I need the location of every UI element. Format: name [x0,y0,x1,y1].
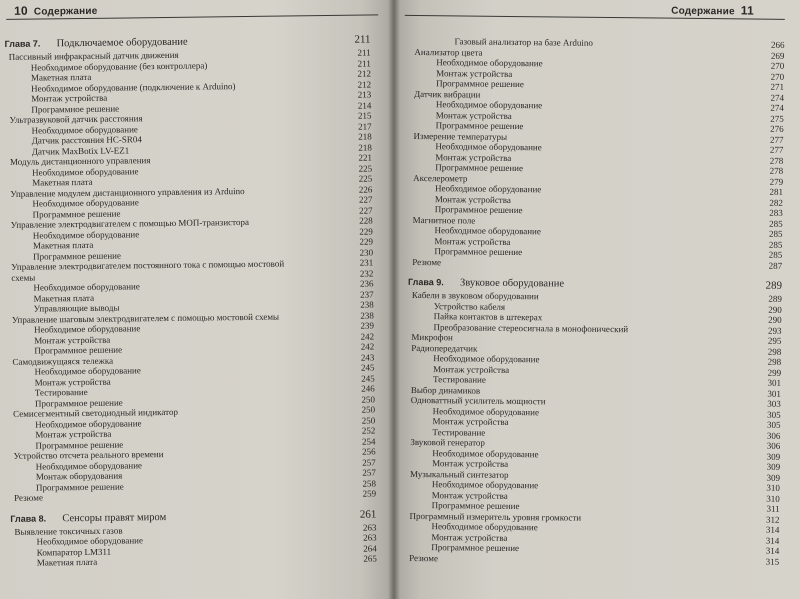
toc-page-number: 274 [770,102,784,113]
toc-page-number: 256 [361,446,376,457]
toc-entry-title: Устройство кабеля [433,300,506,312]
toc-entry-title: Музыкальный синтезатор [409,468,509,480]
toc-entry-title: Необходимое оборудование [433,353,540,365]
toc-entry-title: Макетная плата [30,71,92,83]
left-running-title: Содержание [33,5,98,18]
toc-page-number: 259 [362,488,377,499]
toc-page-number: 301 [767,388,781,399]
toc-page-number: 227 [359,204,373,216]
toc-entry-title: Программное решение [434,204,523,216]
toc-page-number: 238 [360,299,374,310]
toc-entry-title: Необходимое оборудование [33,323,141,335]
toc-page-number: 277 [769,144,784,155]
toc-entry-title: Монтаж устройства [31,92,108,104]
toc-entry-title: Компаратор LM311 [36,546,112,558]
toc-page-number: 212 [357,68,371,79]
toc-entry-title: Выявление токсичных газов [14,525,123,537]
toc-page-number: 309 [766,472,781,483]
toc-entry-title: Необходимое оборудование [34,365,141,377]
toc-page-number: 227 [358,194,373,205]
toc-entry-title: Магнитное поле [412,214,476,226]
toc-page-number: 226 [358,183,373,195]
toc-page-number: 312 [766,514,780,525]
toc-entry-title: Радиопередатчик [411,342,478,354]
toc-page-number: 218 [358,131,372,142]
toc-entry-title: Пассивный инфракрасный датчик движения [8,49,179,62]
toc-entry-title: Резюме [409,552,439,563]
toc-entry-title: Одноваттный усилитель мощности [410,394,546,407]
toc-page-number: 282 [769,197,783,208]
toc-entry-title: Резюме [412,256,442,267]
toc-entry-title: Датчик MaxBotix LV-EZ1 [31,144,130,157]
toc-entry-title: Микрофон [411,331,453,343]
toc-entry-title: Измерение температуры [413,130,508,142]
toc-entry-title: Ультразвуковой датчик расстояния [9,113,143,125]
toc-entry-title: Датчик вибрации [413,88,481,100]
toc-page-number: 309 [766,461,781,472]
toc-entry-title: Программное решение [35,439,124,451]
toc-entry-title: Программное решение [436,78,524,90]
toc-page-number: 271 [770,81,785,92]
toc-page-number: 266 [770,39,785,50]
toc-page-number: 285 [768,228,783,239]
toc-entry-title: Необходимое оборудование [32,228,140,241]
toc-page-number: 246 [361,383,375,394]
toc-entry-title: Необходимое оборудование (подключение к Arduino) [31,80,236,94]
toc-entry-title: Монтаж устройства [435,109,512,121]
toc-page-number: 212 [357,78,372,90]
toc-page-number: 245 [361,372,375,384]
toc-entry-title: Программное решение [435,120,524,132]
toc-page-number: 236 [359,278,374,289]
toc-page-number: 263 [363,532,377,543]
toc-page-number: 315 [765,556,780,567]
toc-page-number: 314 [765,535,780,546]
toc-page-number: 225 [358,173,373,184]
toc-entry-title: Монтаж устройства [434,235,511,247]
toc-entry-title: Анализатор цвета [414,46,483,58]
toc-entry-title: Необходимое оборудование [36,535,143,547]
chapter-title: Сенсоры правят миром [62,511,167,524]
toc-page-number: 295 [767,335,782,346]
toc-page-number: 277 [769,134,784,145]
toc-entry-title: Необходимое оборудование [431,479,539,491]
toc-entry-title: Звуковой генератор [410,436,485,448]
toc-entry-title: Макетная плата [36,556,98,568]
toc-entry-title: Программное решение [32,208,121,220]
toc-page-number: 285 [769,218,783,229]
left-running-head [8,3,98,18]
toc-page-number: 263 [362,521,377,533]
toc-page-number: 309 [766,451,781,462]
toc-page-number: 305 [766,419,781,430]
toc-page-number: 275 [770,113,784,124]
left-page [0,0,393,599]
toc-entry-title: Монтаж устройства [433,363,510,375]
toc-entry-title: Монтаж устройства [436,67,513,79]
toc-entry-title: Монтаж оборудования [35,470,123,482]
toc-page-number: 213 [357,89,372,100]
toc-entry-title: Кабели в звуковом оборудовании [411,289,539,302]
toc-entry-title: Монтаж устройства [432,416,509,427]
toc-entry-title: Программное решение [434,246,523,258]
toc-entry-title: Необходимое оборудование [431,521,538,533]
toc-page-number: 211 [357,47,371,58]
toc-page-number: 278 [769,155,784,166]
left-page-content [0,0,393,599]
toc-page-number: 265 [363,553,377,564]
toc-entry-title: Акселерометр [413,172,468,184]
toc-entry-title: Необходимое оборудование [435,99,543,111]
toc-page-number: 217 [358,120,372,132]
toc-entry-title: Необходимое оборудование [434,225,541,237]
toc-page-number: 214 [357,99,372,111]
toc-page-number: 299 [767,367,782,378]
toc-page-number: 218 [358,141,372,153]
toc-entry-title: Программное решение [34,397,123,409]
toc-entry-title: Монтаж устройства [35,428,112,440]
toc-page-number: 225 [358,162,373,174]
toc-page-number: 314 [765,545,780,556]
toc-entry-title: Необходимое оборудование [32,165,139,178]
toc-entry-title: Монтаж устройства [432,458,509,469]
toc-entry-title: Управление электродвигателем постоянного тока с помощью мостовой [11,258,285,272]
toc-page-number: 257 [362,456,376,468]
toc-entry-title: Монтаж устройства [431,531,508,543]
toc-entry-title: Устройство отсчета реального времени [13,449,164,461]
toc-page-number: 306 [766,440,781,451]
toc-page-number: 293 [767,325,782,336]
toc-entry-title: Монтаж устройства [431,489,508,501]
toc-page-number: 231 [359,257,374,268]
toc-page-number: 215 [357,110,372,121]
toc-entry-title: Программное решение [435,162,524,174]
toc-entry-title: Тестирование [432,374,486,385]
toc-page-number: 211 [354,33,371,46]
toc-page-number: 311 [766,503,780,514]
toc-page-number: 250 [361,393,375,405]
toc-entry-title: Управляющие выводы [33,302,120,314]
chapter-title: Подключаемое оборудование [56,36,188,50]
toc-page-number: 301 [767,377,782,388]
toc-page-number: 242 [360,330,375,342]
toc-page-number: 257 [362,467,376,478]
toc-entry-title: Монтаж устройства [434,193,511,205]
toc-entry-title: Необходимое оборудование [432,405,540,417]
toc-page-number: 285 [768,249,783,260]
left-page-number: 10 [14,3,28,18]
toc-entry-title: Выбор динамиков [410,384,481,396]
toc-page-number: 258 [362,477,376,489]
chapter-label: Глава 7. [4,38,41,49]
toc-page-number: 270 [770,60,785,71]
toc-page-number: 229 [359,225,373,237]
toc-entry-title: Макетная плата [32,176,93,188]
toc-page-number: 242 [360,341,375,352]
toc-entry-title: Программное решение [33,250,121,262]
toc-page-number: 211 [357,57,371,69]
right-running-head [671,3,760,18]
toc-entry-title: Семисегментный светодиодный индикатор [12,406,178,419]
toc-page-number: 278 [769,165,784,176]
toc-entry-title: Необходимое оборудование [33,281,140,293]
right-page-content [393,0,800,599]
toc-entry-title: Необходимое оборудование [31,123,138,136]
toc-page-number: 281 [769,186,784,197]
toc-entry-title: Пайка контактов в штекерах [433,311,543,323]
toc-page-number: 228 [359,215,373,226]
chapter-label: Глава 8. [10,512,47,524]
toc-page-number: 270 [770,71,785,82]
toc-entry-title: Необходимое оборудование [35,459,143,472]
toc-entry-title: Необходимое оборудование [435,141,542,153]
toc-page-number: 230 [359,246,374,258]
toc-page-number: 232 [359,267,374,279]
toc-page-number: 264 [363,542,377,554]
toc-page-number: 229 [359,236,374,247]
toc-entry-title: Программное решение [31,103,120,115]
toc-entry-title: Необходимое оборудование [32,197,139,209]
toc-page-number: 306 [766,430,781,441]
toc-page-number: 305 [767,409,781,420]
toc-entry-title: Программное решение [431,542,520,554]
toc-page-number: 287 [768,260,783,271]
toc-entry-title: Монтаж устройства [34,376,111,388]
toc-entry-title: Необходимое оборудование [35,417,142,430]
toc-entry-title: Программное решение [35,481,124,493]
toc-entry-title: Самодвижущаяся тележка [12,355,114,367]
book-gutter [388,0,400,599]
toc-page-number: 243 [360,351,375,363]
right-running-title: Содержание [671,5,735,18]
toc-page-number: 314 [765,524,780,535]
toc-entry-title: Преобразование стереосигнала в монофонический [433,321,629,334]
toc-page-number: 250 [361,414,376,426]
toc-entry-title: Программный измеритель уровня громкости [409,510,582,523]
toc-entry-title: Управление электродвигателем с помощью МОП-транзистора [10,216,249,230]
toc-entry-title: Программное решение [34,344,123,356]
toc-entry-title: Тестирование [432,426,486,438]
toc-page-number: 290 [768,314,782,325]
toc-page-number: 254 [361,435,376,447]
toc-entry-title: Необходимое оборудование [432,447,539,459]
toc-page-number: 303 [767,398,781,409]
toc-entry-title: Управление шаговым электродвигателем с помощью мостовой схемы [11,311,280,325]
toc-page-number: 298 [767,356,782,367]
toc-entry-title: Необходимое оборудование [434,183,542,195]
toc-page-number: 283 [769,207,783,218]
toc-page-number: 221 [358,152,373,163]
left-toc-list [0,32,376,568]
toc-page-number: 290 [768,304,782,315]
toc-page-number: 298 [767,346,782,357]
toc-page-number: 250 [361,404,376,415]
toc-entry-title: Датчик расстояния HC-SR04 [31,134,142,146]
toc-page-number: 239 [360,320,375,331]
toc-entry-title: Монтаж устройства [34,334,111,346]
toc-page-number: 274 [770,92,785,103]
toc-page-number: 289 [768,293,782,304]
toc-entry-title: схемы [11,272,36,283]
toc-page-number: 285 [768,239,783,250]
toc-page-number: 269 [770,50,785,61]
toc-page-number: 237 [360,288,374,300]
chapter-title: Звуковое оборудование [459,277,565,290]
toc-page-number: 310 [766,482,780,493]
right-page-number: 11 [740,3,754,18]
toc-entry-title: Тестирование [34,386,88,398]
toc-entry-title: Необходимое оборудование (без контроллера) [30,59,208,73]
right-page [393,0,800,599]
toc-page-number: 238 [360,309,374,321]
toc-page-number: 279 [769,176,784,187]
toc-entry-title: Газовый анализатор на базе Arduino [454,36,593,48]
toc-page-number: 310 [766,493,780,504]
toc-page-number: 289 [765,279,783,292]
toc-entry-title: Монтаж устройства [435,151,512,163]
toc-entry-title: Макетная плата [32,239,94,251]
toc-entry-title: Необходимое оборудование [436,57,543,69]
toc-entry-title: Программное решение [431,500,520,512]
toc-page-number: 252 [361,425,376,436]
toc-page-number: 245 [360,362,375,373]
toc-entry-title: Управление модулем дистанционного управления из Arduino [10,185,245,199]
toc-page-number: 276 [770,123,784,134]
toc-entry-title: Макетная плата [33,292,95,304]
chapter-label: Глава 9. [407,276,444,288]
right-toc-list [401,36,784,567]
toc-entry-title: Резюме [14,492,43,503]
toc-entry-title: Модуль дистанционного управления [9,155,151,167]
toc-page-number: 261 [359,507,377,521]
